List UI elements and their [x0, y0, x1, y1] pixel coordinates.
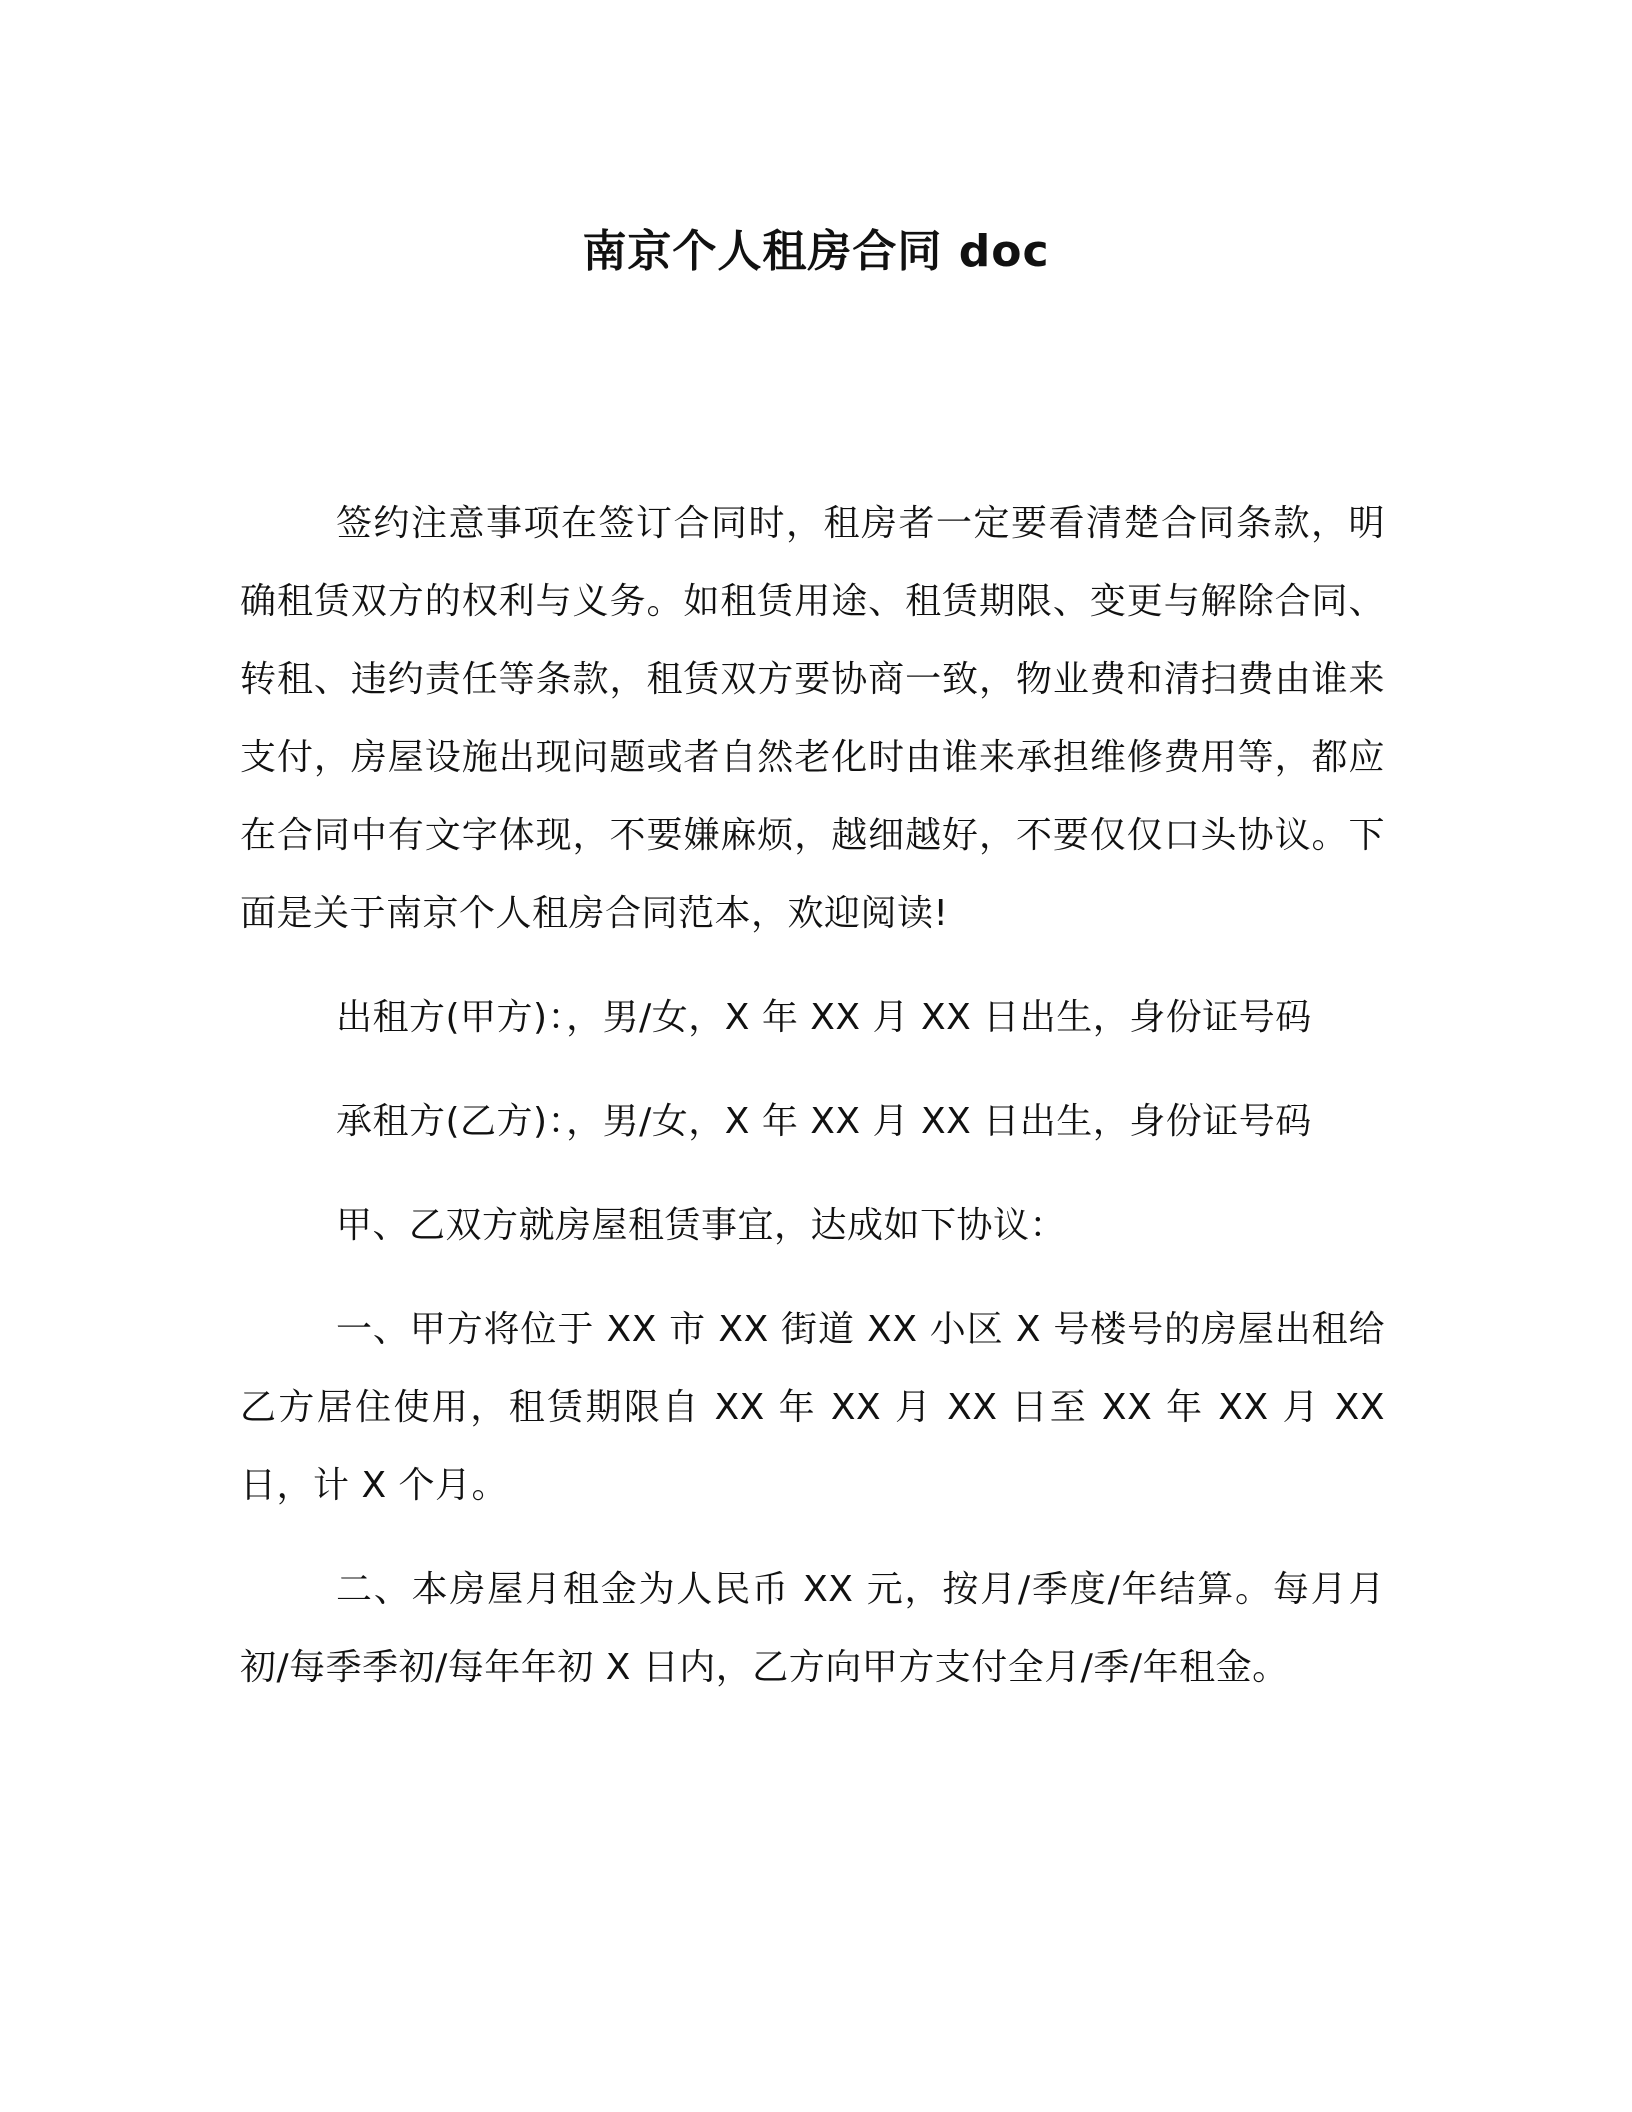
clause-two: 二、本房屋月租金为人民币 XX 元，按月/季度/年结算。每月月初/每季季初/每年年初 X 日内，乙方向甲方支付全月/季/年租金。 — [240, 1569, 1385, 1688]
agreement-intro: 甲、乙双方就房屋租赁事宜，达成如下协议： — [336, 1205, 1067, 1246]
document-body — [240, 485, 1385, 1733]
intro-paragraph: 签约注意事项在签订合同时，租房者一定要看清楚合同条款，明确租赁双方的权利与义务。如租赁用途、租赁期限、变更与解除合同、转租、违约责任等条款，租赁双方要协商一致，物业费和清扫费由谁来支付，房屋设施出现问题或者自然老化时由谁来承担维修费用等，都应在合同中有文字体现，不要嫌麻烦，越细越好，不要仅仅口头协议。下面是关于南京个人租房合同范本，欢迎阅读! — [240, 503, 1385, 934]
lessee-line: 承租方(乙方)：，男/女，X 年 XX 月 XX 日出生，身份证号码 — [336, 1101, 1312, 1142]
clause-one: 一、甲方将位于 XX 市 XX 街道 XX 小区 X 号楼号的房屋出租给乙方居住使用，租赁期限自 XX 年 XX 月 XX 日至 XX 年 XX 月 XX 日，计 X 个月。 — [240, 1309, 1385, 1506]
document-title: 南京个人租房合同 doc — [582, 226, 1050, 277]
lessor-line: 出租方(甲方)：，男/女，X 年 XX 月 XX 日出生，身份证号码 — [336, 997, 1312, 1038]
